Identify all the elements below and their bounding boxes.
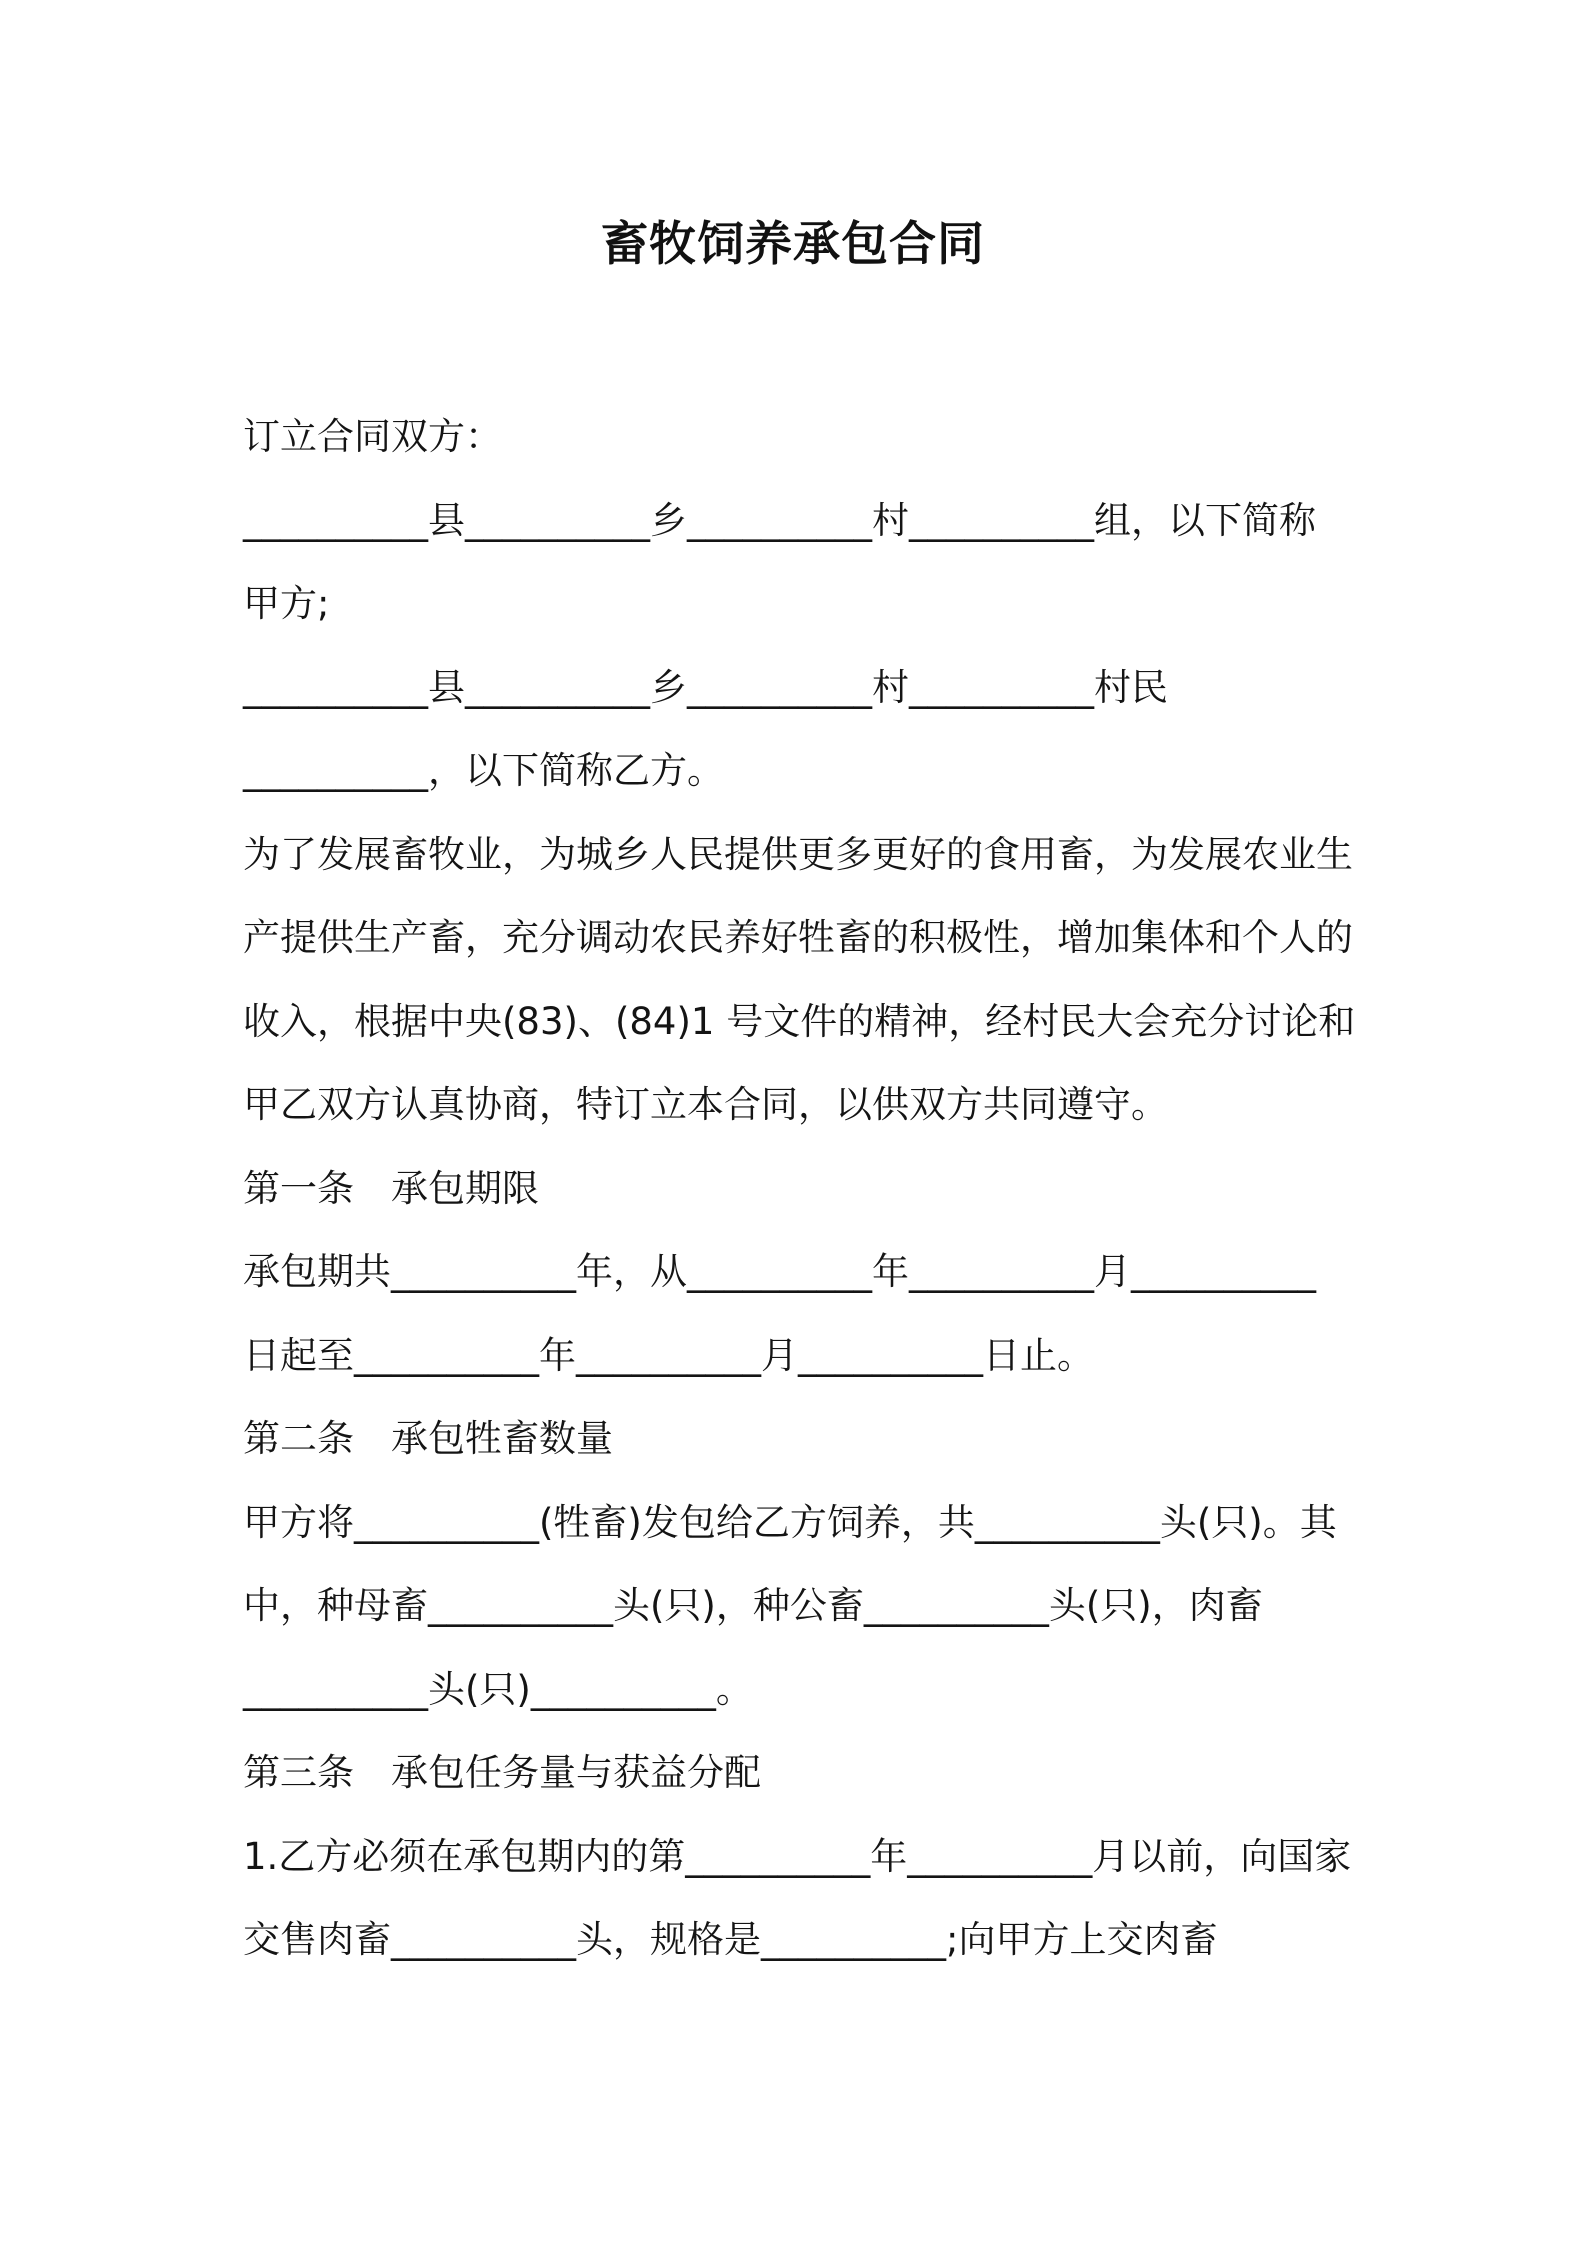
document-body (243, 395, 1363, 1982)
article-2-line-3: __________头(只)__________。 (243, 1667, 753, 1711)
document-title: 畜牧饲养承包合同 (601, 217, 985, 272)
article-2-line-2: 中，种母畜__________头(只)，种公畜__________头(只)，肉畜 (243, 1584, 1263, 1627)
preamble-line-1: 为了发展畜牧业，为城乡人民提供更多更好的食用畜，为发展农业生 (243, 832, 1353, 876)
party-b-label-line: __________，以下简称乙方。 (243, 749, 724, 792)
party-a-address-line: __________县__________乡__________村__________组，以下简称 (243, 498, 1316, 542)
party-b-address-line: __________县__________乡__________村__________村民 (243, 665, 1168, 709)
preamble-line-3: 收入，根据中央(83)、(84)1 号文件的精神，经村民大会充分讨论和 (243, 999, 1356, 1043)
parties-heading: 订立合同双方： (243, 415, 502, 458)
article-3-line-2: 交售肉畜__________头，规格是__________;向甲方上交肉畜 (243, 1918, 1218, 1961)
article-1-line-2: 日起至__________年__________月__________日止。 (243, 1333, 1094, 1377)
article-1-line-1: 承包期共__________年，从__________年__________月__________ (243, 1250, 1316, 1293)
article-3-line-1: 1.乙方必须在承包期内的第__________年__________月以前，向国家 (243, 1834, 1352, 1878)
preamble-line-2: 产提供生产畜，充分调动农民养好牲畜的积极性，增加集体和个人的 (243, 916, 1353, 959)
article-2-heading: 第二条 承包牲畜数量 (243, 1417, 613, 1460)
article-3-heading: 第三条 承包任务量与获益分配 (243, 1751, 761, 1794)
article-2-line-1: 甲方将__________(牲畜)发包给乙方饲养，共__________头(只)。其 (243, 1500, 1337, 1544)
preamble-line-4: 甲乙双方认真协商，特订立本合同，以供双方共同遵守。 (243, 1083, 1168, 1126)
article-1-heading: 第一条 承包期限 (243, 1166, 539, 1210)
party-a-label-line: 甲方; (243, 582, 330, 625)
